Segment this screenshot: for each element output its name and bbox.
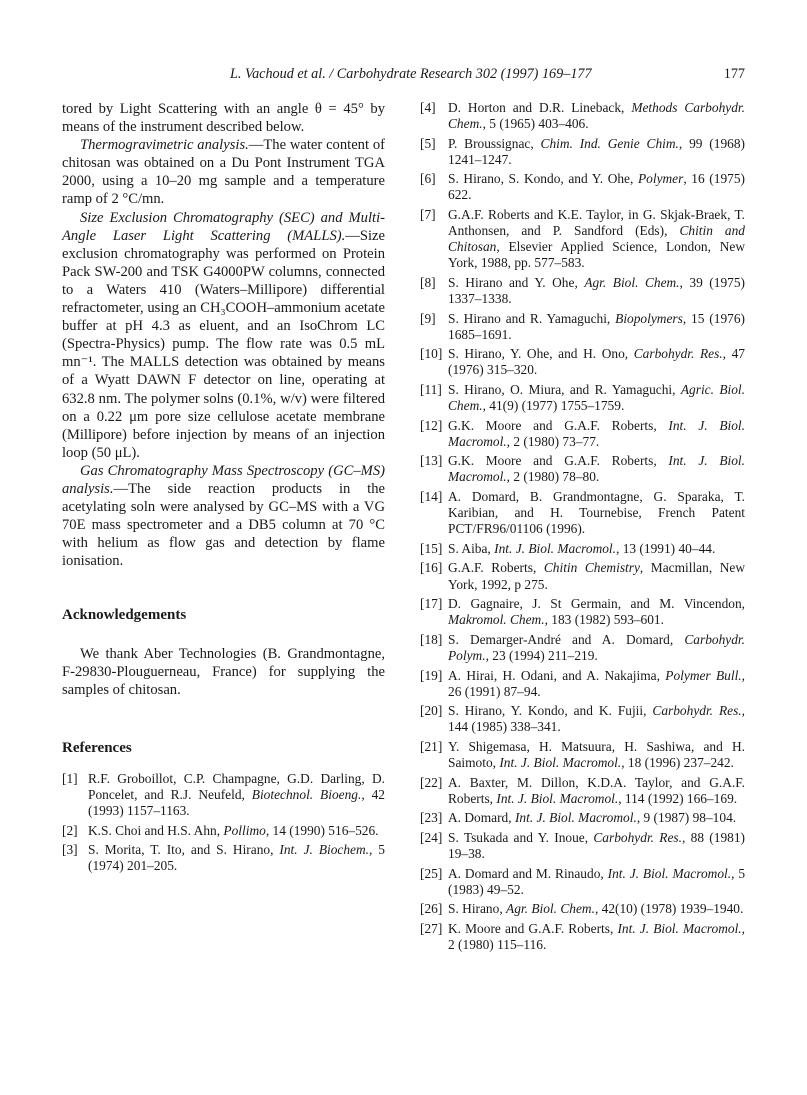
reference-authors: G.A.F. Roberts, — [448, 560, 544, 576]
reference-text — [448, 207, 745, 271]
reference-item — [420, 560, 745, 592]
reference-authors: S. Morita, T. Ito, and S. Hirano, — [88, 842, 280, 858]
reference-text — [448, 489, 745, 537]
reference-authors: A. Domard and M. Rinaudo, — [448, 865, 608, 881]
reference-text — [448, 453, 745, 485]
reference-number: [16] — [420, 560, 443, 576]
reference-number: [25] — [420, 865, 443, 881]
reference-text — [448, 275, 745, 307]
reference-details: , 13 (1991) 40–44. — [616, 540, 716, 556]
reference-journal: Chitin Chemistry — [543, 560, 640, 576]
reference-authors: A. Domard, — [448, 810, 515, 826]
reference-text — [448, 382, 745, 414]
reference-text — [448, 136, 745, 168]
reference-journal: Int. J. Biol. Macromol. — [496, 790, 619, 806]
reference-number: [6] — [420, 171, 436, 187]
reference-journal: Biotechnol. Bioeng. — [251, 787, 362, 802]
reference-text — [448, 866, 745, 898]
reference-item — [420, 489, 745, 537]
right-column — [420, 100, 745, 957]
reference-authors: S. Aiba, — [448, 540, 495, 556]
reference-number: [19] — [420, 667, 443, 683]
reference-journal: Agric. Biol. Chem. — [448, 382, 745, 414]
reference-text — [448, 560, 745, 592]
reference-item — [420, 136, 745, 168]
reference-item — [420, 739, 745, 771]
reference-journal: Int. J. Biol. Macromol. — [448, 417, 745, 449]
reference-journal: Carbohydr. Res. — [593, 829, 682, 845]
reference-authors: Y. Shigemasa, H. Matsuura, H. Sashiwa, and H. Saimoto, — [448, 738, 745, 770]
reference-item — [420, 346, 745, 378]
reference-text — [448, 311, 745, 343]
reference-details: , 183 (1982) 593–601. — [544, 612, 664, 628]
reference-details: , 88 (1981) 19–38. — [448, 829, 745, 861]
reference-authors: R.F. Groboillot, C.P. Champagne, G.D. Darling, D. Poncelet, and R.J. Neufeld, — [88, 770, 385, 802]
reference-journal: Int. J. Biol. Macromol. — [499, 754, 622, 770]
reference-number: [3] — [62, 842, 78, 858]
reference-details: , 2 (1980) 115–116. — [448, 920, 746, 952]
reference-item — [420, 171, 745, 203]
reference-number: [26] — [420, 901, 443, 917]
reference-number: [17] — [420, 596, 443, 612]
reference-number: [11] — [420, 382, 442, 397]
reference-number: [10] — [420, 346, 443, 362]
reference-details: , 42(10) (1978) 1939–1940. — [594, 901, 744, 917]
reference-details: , Elsevier Applied Science, London, New York, 1988, pp. 577–583. — [448, 239, 745, 271]
reference-number: [8] — [420, 274, 436, 290]
reference-journal: Carbohydr. Res. — [652, 703, 742, 719]
reference-journal: Int. J. Biol. Macromol. — [448, 453, 745, 485]
reference-number: [4] — [420, 100, 436, 115]
reference-list-left — [62, 771, 385, 875]
reference-authors: S. Tsukada and Y. Inoue, — [448, 829, 594, 845]
reference-item — [420, 632, 745, 664]
reference-journal: Carbohydr. Res. — [633, 346, 723, 362]
reference-details: , 39 (1975) 1337–1338. — [448, 274, 745, 307]
reference-authors: S. Hirano and Y. Ohe, — [448, 274, 585, 290]
reference-details: , 2 (1980) 73–77. — [506, 433, 600, 449]
reference-authors: G.K. Moore and G.A.F. Roberts, — [448, 453, 669, 469]
reference-text — [448, 921, 745, 953]
reference-list-right — [420, 100, 745, 953]
reference-journal: Polymer — [637, 171, 684, 187]
reference-journal: Carbohydr. Polym. — [448, 631, 745, 663]
reference-number: [18] — [420, 631, 443, 647]
reference-details: , 41(9) (1977) 1755–1759. — [482, 398, 625, 414]
reference-item — [420, 703, 745, 735]
reference-item — [420, 275, 745, 307]
reference-authors: S. Hirano, Y. Kondo, and K. Fujii, — [448, 703, 653, 719]
reference-details: , 23 (1994) 211–219. — [485, 647, 598, 663]
reference-item — [420, 541, 745, 557]
reference-authors: S. Hirano, O. Miura, and R. Yamaguchi, — [448, 382, 681, 397]
reference-text — [448, 100, 745, 132]
reference-text — [448, 703, 745, 735]
reference-details: , 5 (1983) 49–52. — [448, 865, 746, 897]
reference-text — [448, 632, 745, 664]
reference-item — [420, 207, 745, 271]
reference-item — [62, 771, 385, 819]
reference-item — [62, 842, 385, 874]
reference-journal: Chitin and Chitosan — [448, 223, 746, 255]
sec-paragraph — [62, 209, 385, 462]
reference-item — [420, 830, 745, 862]
reference-journal: Polymer Bull. — [665, 667, 742, 683]
reference-details: , 16 (1975) 622. — [448, 171, 745, 203]
thermo-paragraph — [62, 136, 385, 208]
reference-journal: Int. J. Biol. Macromol. — [514, 810, 637, 826]
reference-text — [448, 901, 745, 917]
reference-item — [420, 921, 745, 953]
reference-item — [420, 453, 745, 485]
reference-item — [420, 668, 745, 700]
reference-number: [12] — [420, 417, 443, 433]
thermo-body: —The water content of chitosan was obtained on a Du Pont Instrument TGA 2000, using a 10–20 mg sample and a temperature ramp of 2 °C/mn. — [62, 137, 385, 208]
reference-details: , 5 (1974) 201–205. — [88, 842, 386, 874]
reference-authors: K. Moore and G.A.F. Roberts, — [448, 920, 618, 936]
reference-item — [420, 311, 745, 343]
reference-text — [88, 823, 385, 839]
reference-text — [88, 771, 385, 819]
reference-item — [420, 901, 745, 917]
reference-number: [24] — [420, 829, 443, 845]
reference-authors: S. Hirano and R. Yamaguchi, — [448, 310, 616, 326]
reference-text — [448, 171, 745, 203]
reference-number: [14] — [420, 489, 443, 505]
reference-authors: K.S. Choi and H.S. Ahn, — [88, 822, 224, 838]
reference-journal: Chim. Ind. Genie Chim. — [540, 135, 679, 151]
acknowledgements-heading: Acknowledgements — [62, 607, 187, 624]
reference-details: , 114 (1992) 166–169. — [618, 790, 738, 806]
reference-number: [20] — [420, 703, 443, 719]
reference-journal: Pollimo — [223, 822, 266, 838]
reference-journal: Methods Carbohydr. Chem. — [448, 100, 745, 132]
reference-number: [9] — [420, 310, 436, 326]
reference-number: [5] — [420, 135, 436, 151]
reference-details: , 144 (1985) 338–341. — [448, 703, 745, 735]
reference-authors: S. Demarger-André and A. Domard, — [448, 631, 685, 647]
reference-number: [15] — [420, 540, 443, 556]
reference-authors: P. Broussignac, — [448, 135, 541, 151]
reference-item — [420, 810, 745, 826]
reference-authors: D. Horton and D.R. Lineback, — [448, 100, 632, 115]
reference-journal: Int. J. Biol. Macromol. — [494, 540, 616, 556]
reference-item — [62, 823, 385, 839]
reference-journal: Int. J. Biochem. — [279, 842, 370, 858]
acknowledgements-text: We thank Aber Technologies (B. Grandmontagne, F-29830-Plouguerneau, France) for supplying the samples of chitosan. — [62, 645, 385, 698]
page-number: 177 — [723, 66, 745, 82]
reference-journal: Agr. Biol. Chem. — [584, 274, 680, 290]
references-heading: References — [62, 739, 132, 756]
reference-details: , 18 (1996) 237–242. — [621, 754, 734, 770]
reference-details: , 5 (1965) 403–406. — [482, 116, 589, 132]
reference-details: , 9 (1987) 98–104. — [636, 810, 737, 826]
reference-authors: D. Gagnaire, J. St Germain, and M. Vincendon, — [448, 596, 745, 612]
intro-paragraph: tored by Light Scattering with an angle θ = 45° by means of the instrument described below. — [62, 101, 385, 136]
reference-details: , 2 (1980) 78–80. — [506, 469, 600, 485]
reference-text — [448, 596, 745, 628]
reference-journal: Int. J. Biol. Macromol. — [607, 865, 732, 881]
reference-number: [27] — [420, 920, 443, 936]
reference-details: , 26 (1991) 87–94. — [448, 667, 745, 699]
reference-journal: Agr. Biol. Chem. — [506, 901, 595, 917]
reference-text — [448, 418, 745, 450]
reference-item — [420, 382, 745, 414]
reference-text — [448, 346, 745, 378]
reference-text — [448, 668, 745, 700]
reference-authors: A. Domard, B. Grandmontagne, G. Sparaka, T. Karibian, and H. Tournebise, French Patent PCT/FR96/01106 (1996). — [448, 489, 745, 537]
reference-details: , 47 (1976) 315–320. — [448, 346, 745, 378]
reference-item — [420, 775, 745, 807]
reference-text — [448, 810, 745, 826]
reference-number: [1] — [62, 770, 78, 786]
reference-journal: Makromol. Chem. — [448, 612, 545, 628]
reference-details: , Macmillan, New York, 1992, p 275. — [448, 560, 745, 592]
reference-number: [22] — [420, 774, 443, 790]
reference-journal: Biopolymers — [615, 310, 683, 326]
reference-text — [448, 775, 745, 807]
reference-number: [2] — [62, 822, 78, 838]
reference-text — [448, 830, 745, 862]
reference-number: [7] — [420, 207, 436, 223]
gcms-heading: Gas Chromatography Mass Spectroscopy (GC–MS) analysis. — [62, 462, 385, 497]
reference-text — [88, 842, 385, 874]
reference-details: , 99 (1968) 1241–1247. — [448, 135, 745, 167]
reference-item — [420, 866, 745, 898]
reference-authors: A. Hirai, H. Odani, and A. Nakajima, — [448, 667, 666, 683]
reference-authors: A. Baxter, M. Dillon, K.D.A. Taylor, and G.A.F. Roberts, — [448, 774, 745, 806]
reference-authors: G.A.F. Roberts and K.E. Taylor, in G. Skjak-Braek, T. Anthonsen, and P. Sandford (Eds), — [448, 207, 745, 239]
running-title: L. Vachoud et al. / Carbohydrate Research 302 (1997) 169–177 — [230, 66, 592, 82]
reference-item — [420, 596, 745, 628]
reference-journal: Int. J. Biol. Macromol. — [617, 920, 742, 936]
sec-heading: Size Exclusion Chromatography (SEC) and Multi-Angle Laser Light Scattering (MALLS). — [62, 209, 385, 244]
reference-authors: G.K. Moore and G.A.F. Roberts, — [448, 417, 669, 433]
sec-body: —Size exclusion chromatography was performed on Protein Pack SW-200 and TSK G4000PW columns, connected to a Waters 410 (Waters–Millipore) differential refractometer, using an CH₃COOH–ammonium acetate buffer at pH 4.3 as eluent, and an IsoChrom LC (Spectra-Physics) pump. The flow rate was 0.5 mL mn⁻¹. The MALLS detection was obtained by means of a Wyatt DAWN F detector on line, operating at 632.8 nm. The polymer solns (0.1%, w/v) were filtered on a 0.22 μm pore size cellulose acetate membrane (Millipore) before injection by means of an injection loop (50 μL). — [62, 227, 385, 461]
running-header — [0, 66, 807, 86]
reference-authors: S. Hirano, — [448, 901, 507, 917]
left-column — [62, 100, 385, 878]
reference-details: , 14 (1990) 516–526. — [265, 822, 379, 838]
reference-text — [448, 541, 745, 557]
reference-text — [448, 739, 745, 771]
reference-number: [23] — [420, 810, 443, 826]
reference-item — [420, 418, 745, 450]
reference-details: , 42 (1993) 1157–1163. — [88, 787, 385, 819]
gcms-paragraph — [62, 462, 385, 571]
reference-item — [420, 100, 745, 132]
reference-number: [21] — [420, 738, 443, 754]
gcms-body: —The side reaction products in the acetylating soln were analysed by GC–MS with a VG 70E mass spectrometer and a DB5 column at 70 °C with helium as flow gas and detection by flame ionisation. — [62, 480, 385, 570]
thermo-heading: Thermogravimetric analysis. — [80, 137, 249, 154]
reference-authors: S. Hirano, S. Kondo, and Y. Ohe, — [448, 171, 638, 187]
reference-details: , 15 (1976) 1685–1691. — [448, 310, 745, 342]
reference-number: [13] — [420, 453, 443, 469]
reference-authors: S. Hirano, Y. Ohe, and H. Ono, — [448, 346, 634, 362]
